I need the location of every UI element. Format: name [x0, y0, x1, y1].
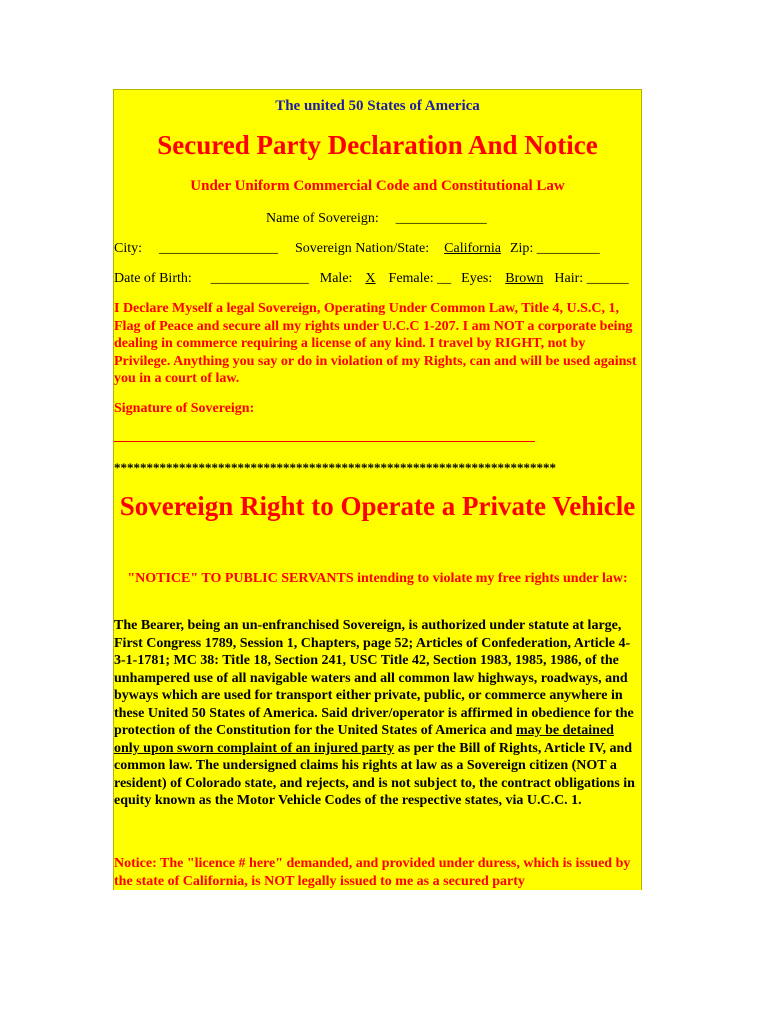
page-title: Secured Party Declaration And Notice: [157, 130, 598, 160]
bearer-paragraph: [114, 617, 640, 810]
hair-blank[interactable]: ______: [586, 271, 629, 286]
separator-stars: ********************************************************************: [114, 460, 556, 475]
declaration-paragraph: I Declare Myself a legal Sovereign, Operating Under Common Law, Title 4, U.S.C, 1, Flag of Peace and secure all my rights under U.C.C 1-207. I am NOT a corporate being dealing in commerce requiring a license of any kind. I travel by RIGHT, not by Privilege. Anything you say or do in violation of my Rights, can and will be used against you in a court of law.: [114, 301, 637, 386]
male-label: Male:: [319, 271, 353, 286]
female-label: Female:: [388, 271, 434, 286]
hair-label: Hair:: [554, 271, 584, 286]
bearer-text-underlined: may be detained only upon sworn complaint of an injured party: [114, 723, 614, 756]
male-value[interactable]: X: [365, 271, 376, 286]
name-label: Name of Sovereign:: [266, 211, 379, 226]
nation-label: Sovereign Nation/State:: [295, 241, 430, 256]
dob-field-row: [114, 271, 629, 287]
name-blank[interactable]: _____________: [395, 211, 487, 226]
zip-blank[interactable]: _________: [536, 241, 600, 256]
eyes-value[interactable]: Brown: [505, 271, 544, 286]
country-heading: The united 50 States of America: [275, 98, 480, 114]
city-blank[interactable]: _________________: [159, 241, 279, 256]
name-field-row: [266, 211, 487, 227]
dob-label: Date of Birth:: [114, 271, 192, 286]
zip-label: Zip:: [509, 241, 534, 256]
female-blank[interactable]: __: [437, 271, 452, 286]
nation-value[interactable]: California: [444, 241, 501, 256]
section-title: Sovereign Right to Operate a Private Vehicle: [119, 491, 636, 521]
bearer-text-start: The Bearer, being an un-enfranchised Sovereign, is authorized under statute at large, First Congress 1789, Session 1, Chapters, page 52; Articles of Confederation, Article 4-3-1-1781; MC 38: Title 18, Section 241, USC Title 42, Section 1983, 1985, 1986, of the unhampered use of all navigable waters and all common law highways, roadways, and byways which are used for transport either private, public, or commerce anywhere in these United 50 States of America. Said driver/operator is affirmed in obedience for the protection of the Constitution for the United States of America and: [114, 618, 634, 738]
city-label: City:: [114, 241, 143, 256]
page-subtitle: Under Uniform Commercial Code and Constitutional Law: [190, 178, 565, 194]
section-subtitle: "NOTICE" TO PUBLIC SERVANTS intending to violate my free rights under law:: [127, 571, 628, 586]
signature-label: Signature of Sovereign:: [114, 401, 255, 416]
eyes-label: Eyes:: [461, 271, 493, 286]
document-page: [113, 89, 642, 890]
notice-paragraph: Notice: The "licence # here" demanded, and provided under duress, which is issued by the state of California, is NOT legally issued to me as a secured party: [114, 856, 631, 889]
city-field-row: [114, 241, 600, 257]
dob-blank[interactable]: ______________: [210, 271, 309, 286]
signature-line[interactable]: [114, 441, 535, 442]
bearer-text-end: as per the Bill of Rights, Article IV, and common law. The undersigned claims his rights at law as a Sovereign citizen (NOT a resident) of Colorado state, and rejects, and is not subject to, the contract obligations in equity known as the Motor Vehicle Codes of the respective states, via U.C.C. 1.: [114, 740, 635, 808]
